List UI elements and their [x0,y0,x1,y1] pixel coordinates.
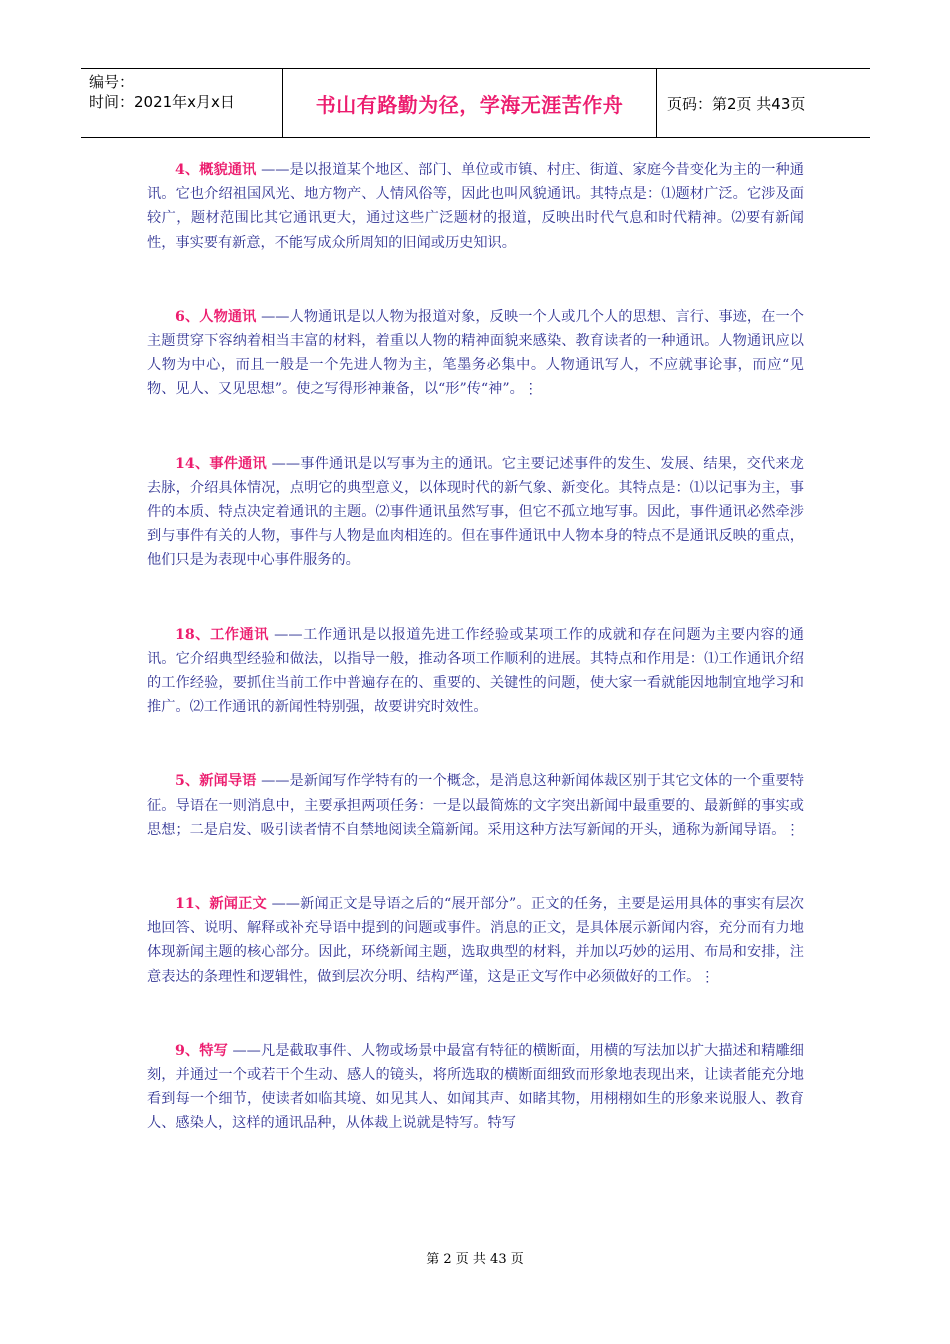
entry-xinwen-zhengwen [147,892,804,989]
entry-text: ——人物通讯是以人物为报道对象，反映一个人或几个人的思想、言行、事迹，在一个主题贯穿下容纳着相当丰富的材料，着重以人物的精神面貌来感染、教育读者的一种通讯。人物通讯应以人物为中心，而且一般是一个先进人物为主，笔墨务必集中。人物通讯写人，不应就事论事，而应“见物、见人、又见思想”。使之写得形神兼备，以“形”传“神”。⋮ [147,308,804,398]
entry-text: ——工作通讯是以报道先进工作经验或某项工作的成就和存在问题为主要内容的通讯。它介绍典型经验和做法，以指导一般，推动各项工作顺利的进展。其特点和作用是：⑴工作通讯介绍的工作经验，要抓住当前工作中普遍存在的、重要的、关键性的问题，使大家一看就能因地制宜地学习和推广。⑵工作通讯的新闻性特别强，故要讲究时效性。 [147,626,804,716]
entry-gaimao-tongxun [147,158,804,255]
header-motto: 书山有路勤为径，学海无涯苦作舟 [283,69,657,137]
entry-texie [147,1039,804,1136]
entry-text: ——凡是截取事件、人物或场景中最富有特征的横断面，用横的写法加以扩大描述和精雕细刻，并通过一个或若干个生动、感人的镜头，将所选取的横断面细致而形象地表现出来，让读者能充分地看到每一个细节，使读者如临其境、如见其人、如闻其声、如睹其物，用栩栩如生的形象来说服人、教育人、感染人，这样的通讯品种，从体裁上说就是特写。特写 [147,1042,804,1132]
entry-term: 9、特写 [175,1042,228,1059]
header-page-info: 页码：第2页 共43页 [667,94,806,113]
doc-time-label: 时间：2021年x月x日 [89,93,235,111]
entry-term: 5、新闻导语 [175,773,257,790]
document-body [147,158,804,1186]
entry-text: ——事件通讯是以写事为主的通讯。它主要记述事件的发生、发展、结果，交代来龙去脉，介绍具体情况，点明它的典型意义，以体现时代的新气象、新变化。其特点是：⑴以记事为主，事件的本质、特点决定着通讯的主题。⑵事件通讯虽然写事，但它不孤立地写事。因此，事件通讯必然牵涉到与事件有关的人物，事件与人物是血肉相连的。但在事件通讯中人物本身的特点不是通讯反映的重点，他们只是为表现中心事件服务的。 [147,455,804,569]
entry-term: 6、人物通讯 [175,308,257,325]
entry-term: 14、事件通讯 [175,455,267,472]
entry-renwu-tongxun [147,305,804,402]
page-footer: 第 2 页 共 43 页 [426,1252,524,1267]
doc-number-label: 编号： [89,73,135,91]
entry-term: 4、概貌通讯 [175,162,257,178]
entry-term: 18、工作通讯 [175,626,270,643]
entry-xinwen-daoyu [147,769,804,842]
entry-text: ——是以报道某个地区、部门、单位或市镇、村庄、街道、家庭今昔变化为主的一种通讯。它也介绍祖国风光、地方物产、人情风俗等，因此也叫风貌通讯。其特点是：⑴题材广泛。它涉及面较广，题材范围比其它通讯更大，通过这些广泛题材的报道，反映出时代气息和时代精神。⑵要有新闻性，事实要有新意，不能写成众所周知的旧闻或历史知识。 [147,162,804,251]
page-header [81,68,870,138]
header-meta [81,69,283,137]
entry-shijian-tongxun [147,452,804,573]
entry-term: 11、新闻正文 [175,896,267,913]
entry-text: ——是新闻写作学特有的一个概念，是消息这种新闻体裁区别于其它文体的一个重要特征。导语在一则消息中，主要承担两项任务：一是以最简炼的文字突出新闻中最重要的、最新鲜的事实或思想；二是启发、吸引读者情不自禁地阅读全篇新闻。采用这种方法写新闻的开头，通称为新闻导语。⋮ [147,773,804,838]
entry-text: ——新闻正文是导语之后的“展开部分”。正文的任务，主要是运用具体的事实有层次地回答、说明、解释或补充导语中提到的问题或事件。消息的正文，是具体展示新闻内容，充分而有力地体现新闻主题的核心部分。因此，环绕新闻主题，选取典型的材料，并加以巧妙的运用、布局和安排，注意表达的条理性和逻辑性，做到层次分明、结构严谨，这是正文写作中必须做好的工作。⋮ [147,896,804,985]
entry-gongzuo-tongxun [147,623,804,720]
